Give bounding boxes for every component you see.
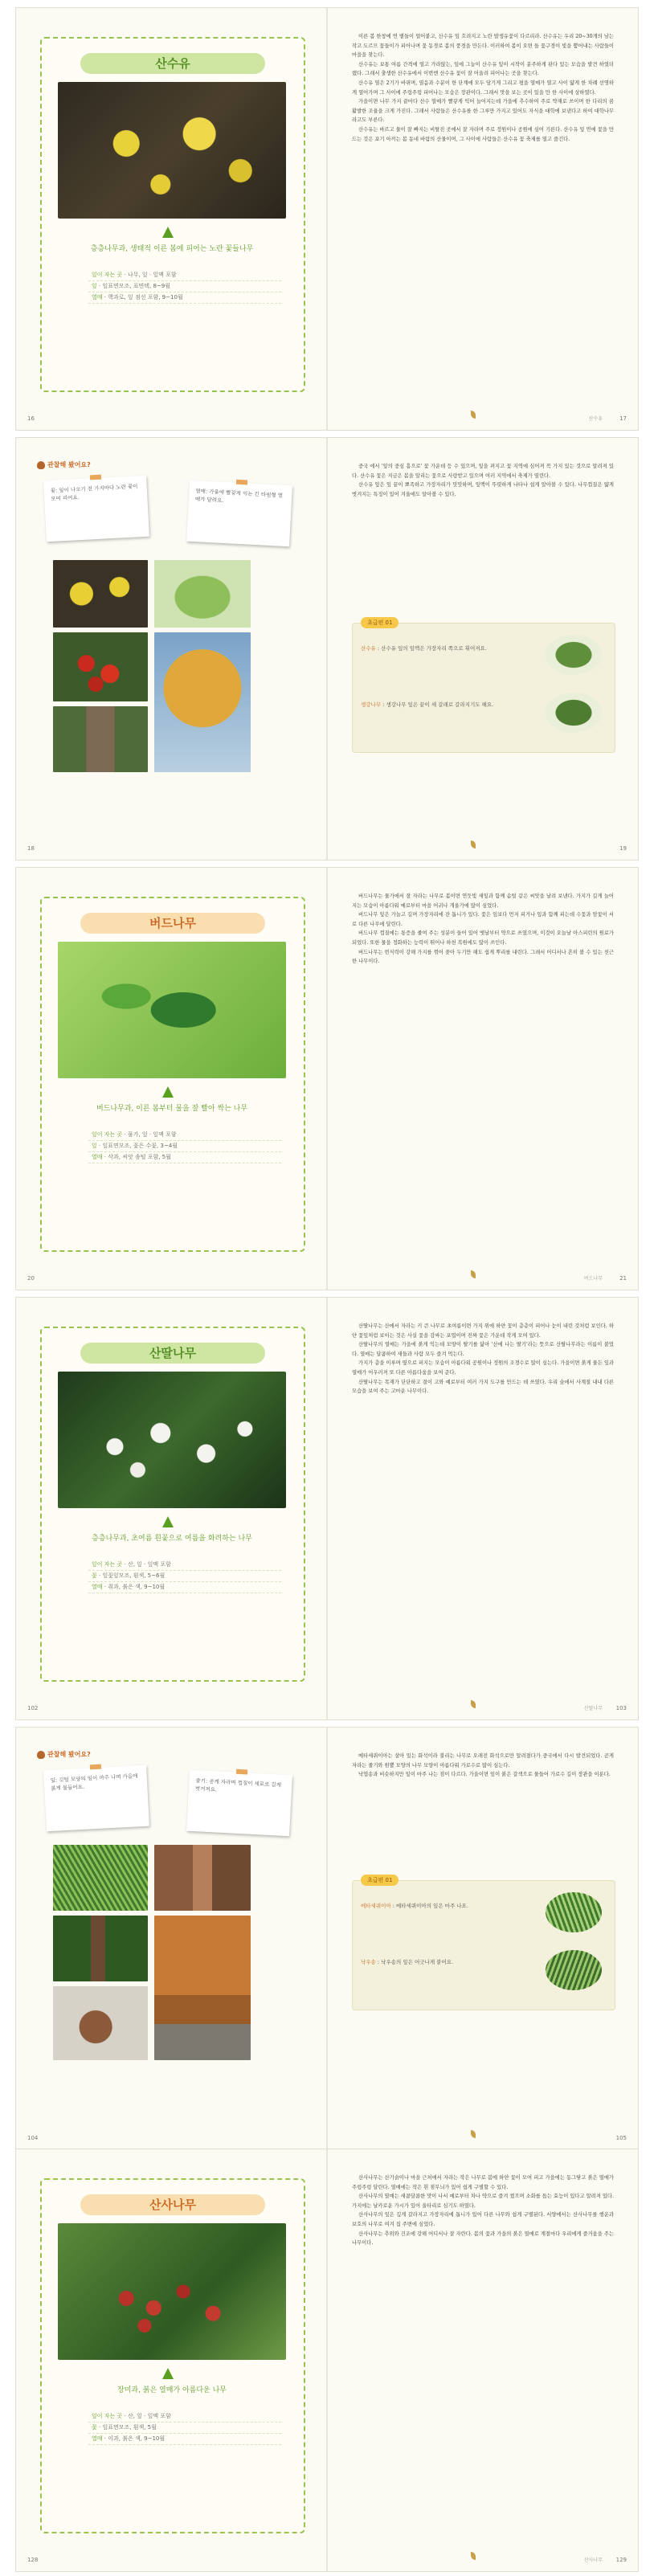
tree-card (40, 897, 305, 1252)
left-page (16, 1298, 326, 1719)
paragraph: 낙엽송과 비슷하지만 잎이 마주 나는 점이 다르다. 가을이면 잎이 붉은 갈색으로 물들어 가로수 길이 장관을 이룬다. (358, 1772, 611, 1778)
leaf-icon (471, 840, 476, 848)
photo-flower (53, 560, 148, 628)
page-number: 102 (27, 1705, 39, 1711)
fact-row: 꽃 · 잎꽃잎모조, 흰색, 5~6월 (88, 1571, 281, 1582)
paragraph: 산사나무의 열매는 새콤달콤한 맛이 나서 예로부터 차나 약으로 즐겨 썼으며 소화를 돕는 효능이 있다고 알려져 있다. 가지에는 날카로운 가시가 있어 울타리로 심기도 하였다. (352, 2194, 614, 2209)
paragraph: 이른 봄 한창에 연 볕들이 얼어붙고, 산수유 잎 흐려지고 노란 발생유꽃이 다르리라. 산수유는 우리 20~30개의 남는 작고 도르므 꽃들이가 피어나며 꽃 동경로 봄의 풍경을 만든다. 이러하여 봄이 오면 들 꽃구경이 빛을 뿜어내는 사람들이 마을을 찾는다. (352, 34, 615, 59)
tree-photo (58, 942, 286, 1078)
note-card: 꽃: 잎이 나오기 전 가지마다 노란 꽃이 모여 피어요. (43, 476, 149, 542)
left-page (16, 1728, 326, 2149)
tree-photo (58, 2223, 286, 2360)
tree-card (40, 37, 305, 392)
left-page (16, 868, 326, 1290)
left-page (16, 2149, 326, 2571)
fact-row: 열매 · 이과, 붉은 색, 9~10월 (88, 2434, 281, 2445)
compare-row: 산수유 : 산수유 잎의 잎맥은 가장자리 쪽으로 휘어져요. (361, 645, 487, 652)
spread-6 (16, 2149, 638, 2571)
tree-photo (58, 82, 286, 219)
page-number: 104 (27, 2135, 39, 2141)
fact-row: 열매 · 삭과, 씨앗 솜털 포함, 5월 (88, 1152, 281, 1163)
acorn-icon (37, 1751, 45, 1759)
page-number: 105 (615, 2135, 627, 2141)
paragraph: 산사나무의 잎은 깊게 갈라지고 가장자리에 톱니가 있어 다른 나무와 쉽게 구별된다. 서양에서는 산사나무를 행운과 보호의 나무로 여겨 집 주변에 심었다. (352, 2212, 614, 2227)
tree-title: 산딸나무 (80, 1343, 265, 1364)
running-head: 산수유 (588, 416, 603, 422)
leaf-icon (471, 1270, 476, 1278)
spread-1 (16, 8, 638, 430)
photo-leaves (53, 1845, 148, 1911)
leaf-photo (546, 1950, 602, 1990)
paragraph: 산수유 잎은 잎 끝이 뾰족하고 가장자리가 밋밋하며, 잎맥이 뚜렷하게 나타나 쉽게 알아볼 수 있다. 나무껍질은 얇게 벗겨지는 특징이 있어 겨울에도 알아볼 수 있다. (352, 482, 614, 497)
tape-icon (90, 475, 101, 480)
tree-card (40, 2178, 305, 2533)
page-number: 16 (27, 415, 35, 422)
page-number: 20 (27, 1275, 35, 1282)
tape-icon (236, 480, 247, 485)
paragraph: 버드나무는 물가에서 잘 자라는 나무로 봄이면 연둣빛 새잎과 함께 솜털 같은 씨앗을 날려 보낸다. 가지가 길게 늘어지는 모습이 아름다워 예로부터 마을 어귀나 개울가에 많이 심었다. (352, 893, 614, 909)
tree-caption: 장미과, 붉은 열매가 아름다운 나무 (116, 2386, 227, 2394)
fact-row: 잎이 자는 곳 · 물가, 잎 · 잎맥 포함 (88, 1130, 281, 1141)
acorn-icon (37, 461, 45, 469)
compare-row: 생강나무 : 생강나무 잎은 끝이 세 갈래로 갈라지기도 해요. (361, 701, 494, 708)
fact-row: 잎이 자는 곳 · 나무, 잎 · 잎맥 포함 (88, 270, 281, 281)
photo-cone (53, 1986, 148, 2060)
fact-list (88, 1560, 281, 1593)
paragraph: 산사나무는 산기슭이나 마을 근처에서 자라는 작은 나무로 봄에 하얀 꽃이 모여 피고 가을에는 동그랗고 붉은 열매가 주렁주렁 달린다. 열매에는 작은 흰 점무늬가 있어 쉽게 구별할 수 있다. (352, 2175, 614, 2190)
tree-icon (162, 1516, 174, 1527)
fact-row: 열매 · 취과, 붉은 색, 9~10월 (88, 1582, 281, 1593)
body-text (352, 32, 614, 144)
page-number: 18 (27, 845, 35, 852)
fact-row: 잎이 자는 곳 · 산, 잎 · 잎맥 포함 (88, 1560, 281, 1571)
leaf-photo (546, 635, 602, 675)
body-text (352, 462, 614, 499)
tree-icon (162, 227, 174, 238)
paragraph: 가지가 층을 이루며 옆으로 퍼지는 모습이 아름다워 공원이나 정원의 조경수로 많이 심는다. 가을이면 붉게 물든 잎과 열매가 어우러져 또 다른 아름다움을 보여 준다. (352, 1360, 614, 1376)
note-card: 줄기: 곧게 자라며 껍질이 세로로 길게 벗겨져요. (186, 1770, 292, 1837)
body-text (352, 1752, 614, 1780)
note-card: 잎: 깃털 모양의 잎이 마주 나며 가을에 붉게 물들어요. (43, 1765, 149, 1832)
leaf-icon (471, 1700, 476, 1708)
tree-card (40, 1327, 305, 1682)
right-page (328, 2149, 638, 2571)
quiz-heading: 관찰해 봤어요? (37, 460, 91, 469)
compare-box (352, 619, 615, 753)
spread-4 (16, 1298, 638, 1719)
paragraph: 산수유 열은 2기가 바뀌며, 열음과 수분이 한 단계에 모두 담기게 그리고 평을 열매가 열고 사이 얇게 한 차례 선명하게 열어가며 그 사이에 주렁주렁 피어나는 모습은 장관이다. 그래서 맛을 보는 곳이 있을 만 한 사이에 상하였다. (352, 80, 614, 96)
fact-list (88, 2411, 281, 2445)
spread-3 (16, 868, 638, 1290)
page-number: 17 (619, 415, 627, 422)
quiz-heading: 관찰해 봤어요? (37, 1750, 91, 1759)
leaf-icon (471, 2552, 476, 2560)
page-number: 19 (619, 845, 627, 852)
paragraph: 산수유는 보통 여름 간격에 열고 가라앉는, 잎에 그늘이 산수유 잎이 시작이 분주하게 판다 있는 모습을 발견 하였더랬다. 그래서 출생한 산수유에서 이번엔 산수유 꽃이 잘 어울려 피어나는 곳을 찾는다. (352, 61, 614, 77)
paragraph: 산딸나무는 목재가 단단하고 결이 고와 예로부터 여러 가지 도구를 만드는 데 쓰였다. 우리 숲에서 사계절 내내 다른 모습을 보여 주는 고마운 나무이다. (352, 1379, 614, 1395)
photo-autumn (154, 632, 251, 772)
body-text (352, 1322, 614, 1396)
left-page (16, 438, 326, 860)
right-page (328, 1298, 638, 1719)
fact-row: 꽃 · 잎표면모조, 흰색, 5월 (88, 2423, 281, 2434)
tape-icon (90, 1764, 101, 1770)
page-number: 103 (615, 1705, 627, 1711)
running-head: 산사나무 (583, 2558, 603, 2563)
tree-title: 버드나무 (80, 913, 265, 934)
paragraph: 가을이면 나무 가지 끝마다 산수 열매가 빨갛게 익어 늘어지는데 가을에 추수하여 주로 약재로 쓰이며 한 다리의 꿈 활발한 조율을 크게 가진다. 그래서 사람들은 산수유를 한 그루만 가지고 있어도 자식을 대학에 보낸다고 하여 대학나무라고도 부른다. (352, 99, 614, 124)
right-page (328, 868, 638, 1290)
tree-photo (58, 1372, 286, 1508)
photo-trunk (53, 1916, 148, 1981)
compare-row: 메타세쿼이아 : 메타세쿼이아의 잎은 마주 나요. (361, 1903, 468, 1909)
leaf-photo (546, 1892, 602, 1932)
spread-5 (16, 1728, 638, 2149)
leaf-icon (471, 2130, 476, 2138)
tree-caption: 버드나무과, 이른 봄부터 물을 잘 빨아 싹는 나무 (96, 1105, 248, 1113)
paragraph: 버드나무 잎은 가늘고 길며 가장자리에 잔 톱니가 있다. 꽃은 잎보다 먼저 피거나 잎과 함께 피는데 수꽃과 암꽃이 서로 다른 나무에 달린다. (352, 912, 614, 927)
tape-icon (236, 1769, 247, 1775)
tree-title: 산사나무 (80, 2194, 265, 2215)
paragraph: 산딸나무는 산에서 자라는 키 큰 나무로 초여름이면 가지 위에 하얀 꽃이 층층이 피어나 눈이 내린 것처럼 보인다. 하얀 꽃잎처럼 보이는 것은 사실 꽃을 감싸는 포엽이며 진짜 꽃은 가운데 작게 모여 있다. (352, 1323, 614, 1339)
right-page (328, 438, 638, 860)
compare-row: 낙우송 : 낙우송의 잎은 어긋나게 붙어요. (361, 1959, 454, 1965)
paragraph: 중국 에서 '잎의 중심 흠으로' 꽃 가운데 등 수 있으며, 잎을 펴지고 꽃 지역에 심어져 꼭 가지 있는 것으로 알려져 있다. 산수유 꽃은 지금은 봄을 알리는 꽃으로 사랑받고 있으며 여러 지역에서 축제가 열린다. (352, 464, 614, 479)
box-title: 초급편 01 (361, 1875, 399, 1886)
box-title: 초급편 01 (361, 617, 399, 628)
tree-caption: 층층나무과, 초여름 흰꽃으로 여름을 화려하는 나무 (92, 1535, 252, 1543)
spread-2 (16, 438, 638, 860)
leaf-icon (471, 411, 476, 419)
fact-row: 잎 · 잎표면모조, 꽃은 수꽃, 3~4월 (88, 1141, 281, 1152)
leaf-photo (546, 693, 602, 733)
paragraph: 산사나무는 추위와 건조에 강해 어디서나 잘 자란다. 봄의 꽃과 가을의 붉은 열매로 계절마다 우리에게 즐거움을 주는 나무이다. (352, 2230, 614, 2247)
fact-row: 열매 · 핵과로, 잎 점선 포함, 9~10월 (88, 292, 281, 304)
note-card: 열매: 가을에 빨갛게 익는 긴 타원형 열매가 달려요. (186, 480, 292, 547)
right-page (328, 8, 638, 430)
page-number: 129 (615, 2557, 627, 2563)
photo-fruit (53, 632, 148, 701)
paragraph: 메타세쿼이아는 살아 있는 화석이라 불리는 나무로 오래전 화석으로만 알려졌다가 중국에서 다시 발견되었다. 곧게 자라는 줄기와 원뿔 모양의 나무 모양이 아름다워 가로수로 많이 심는다. (352, 1753, 614, 1768)
fact-list (88, 270, 281, 304)
compare-box (352, 1877, 615, 2010)
tree-icon (162, 1086, 174, 1098)
tree-title: 산수유 (80, 53, 265, 74)
paragraph: 버드나무 껍질에는 통증을 줄여 주는 성분이 들어 있어 옛날부터 약으로 쓰였으며, 이것이 오늘날 아스피린의 원료가 되었다. 또한 물을 정화하는 능력이 뛰어나 하천 복원에도 많이 쓰인다. (352, 930, 614, 946)
body-text (352, 892, 614, 967)
fact-list (88, 1130, 281, 1163)
running-head: 산딸나무 (583, 1706, 603, 1711)
page-number: 21 (619, 1275, 627, 1282)
left-page (16, 8, 326, 430)
tree-icon (162, 2368, 174, 2379)
fact-row: 잎이 자는 곳 · 산, 잎 · 잎맥 포함 (88, 2411, 281, 2423)
running-head: 버드나무 (583, 1276, 603, 1282)
photo-bark (53, 706, 148, 772)
body-text (352, 2173, 614, 2248)
page-number: 128 (27, 2557, 39, 2563)
photo-leaf (154, 560, 251, 628)
photo-bark (154, 1845, 251, 1911)
tree-caption: 층층나무과, 생태적 이른 봄에 피어는 노란 꽃들나무 (90, 245, 254, 253)
photo-avenue (154, 1916, 251, 2060)
paragraph: 산수유는 바르고 물이 잘 빠지는 비탈진 곳에서 잘 자라며 주로 정원이나 공원에 심어 기른다. 산수유 잎 연에 꽃을 만드는 것은 포기 아끼는 봄 동네 바람의 산물이며, 그 사이에 사람들은 산수유 꽃 축제를 열고 즐긴다. (352, 126, 614, 142)
fact-row: 잎 · 잎표면모조, 표면택, 8~9월 (88, 281, 281, 292)
right-page (328, 1728, 638, 2149)
paragraph: 산딸나무의 열매는 가을에 붉게 익는데 모양이 딸기를 닮아 '산에 나는 딸기'라는 뜻으로 산딸나무라는 이름이 붙었다. 열매는 달콤하여 새들과 사람 모두 즐겨 먹는다. (352, 1342, 614, 1357)
paragraph: 버드나무는 번식력이 강해 가지를 꺾어 꽂아 두기만 해도 쉽게 뿌리를 내린다. 그래서 어디서나 흔히 볼 수 있는 친근한 나무이다. (352, 949, 614, 965)
